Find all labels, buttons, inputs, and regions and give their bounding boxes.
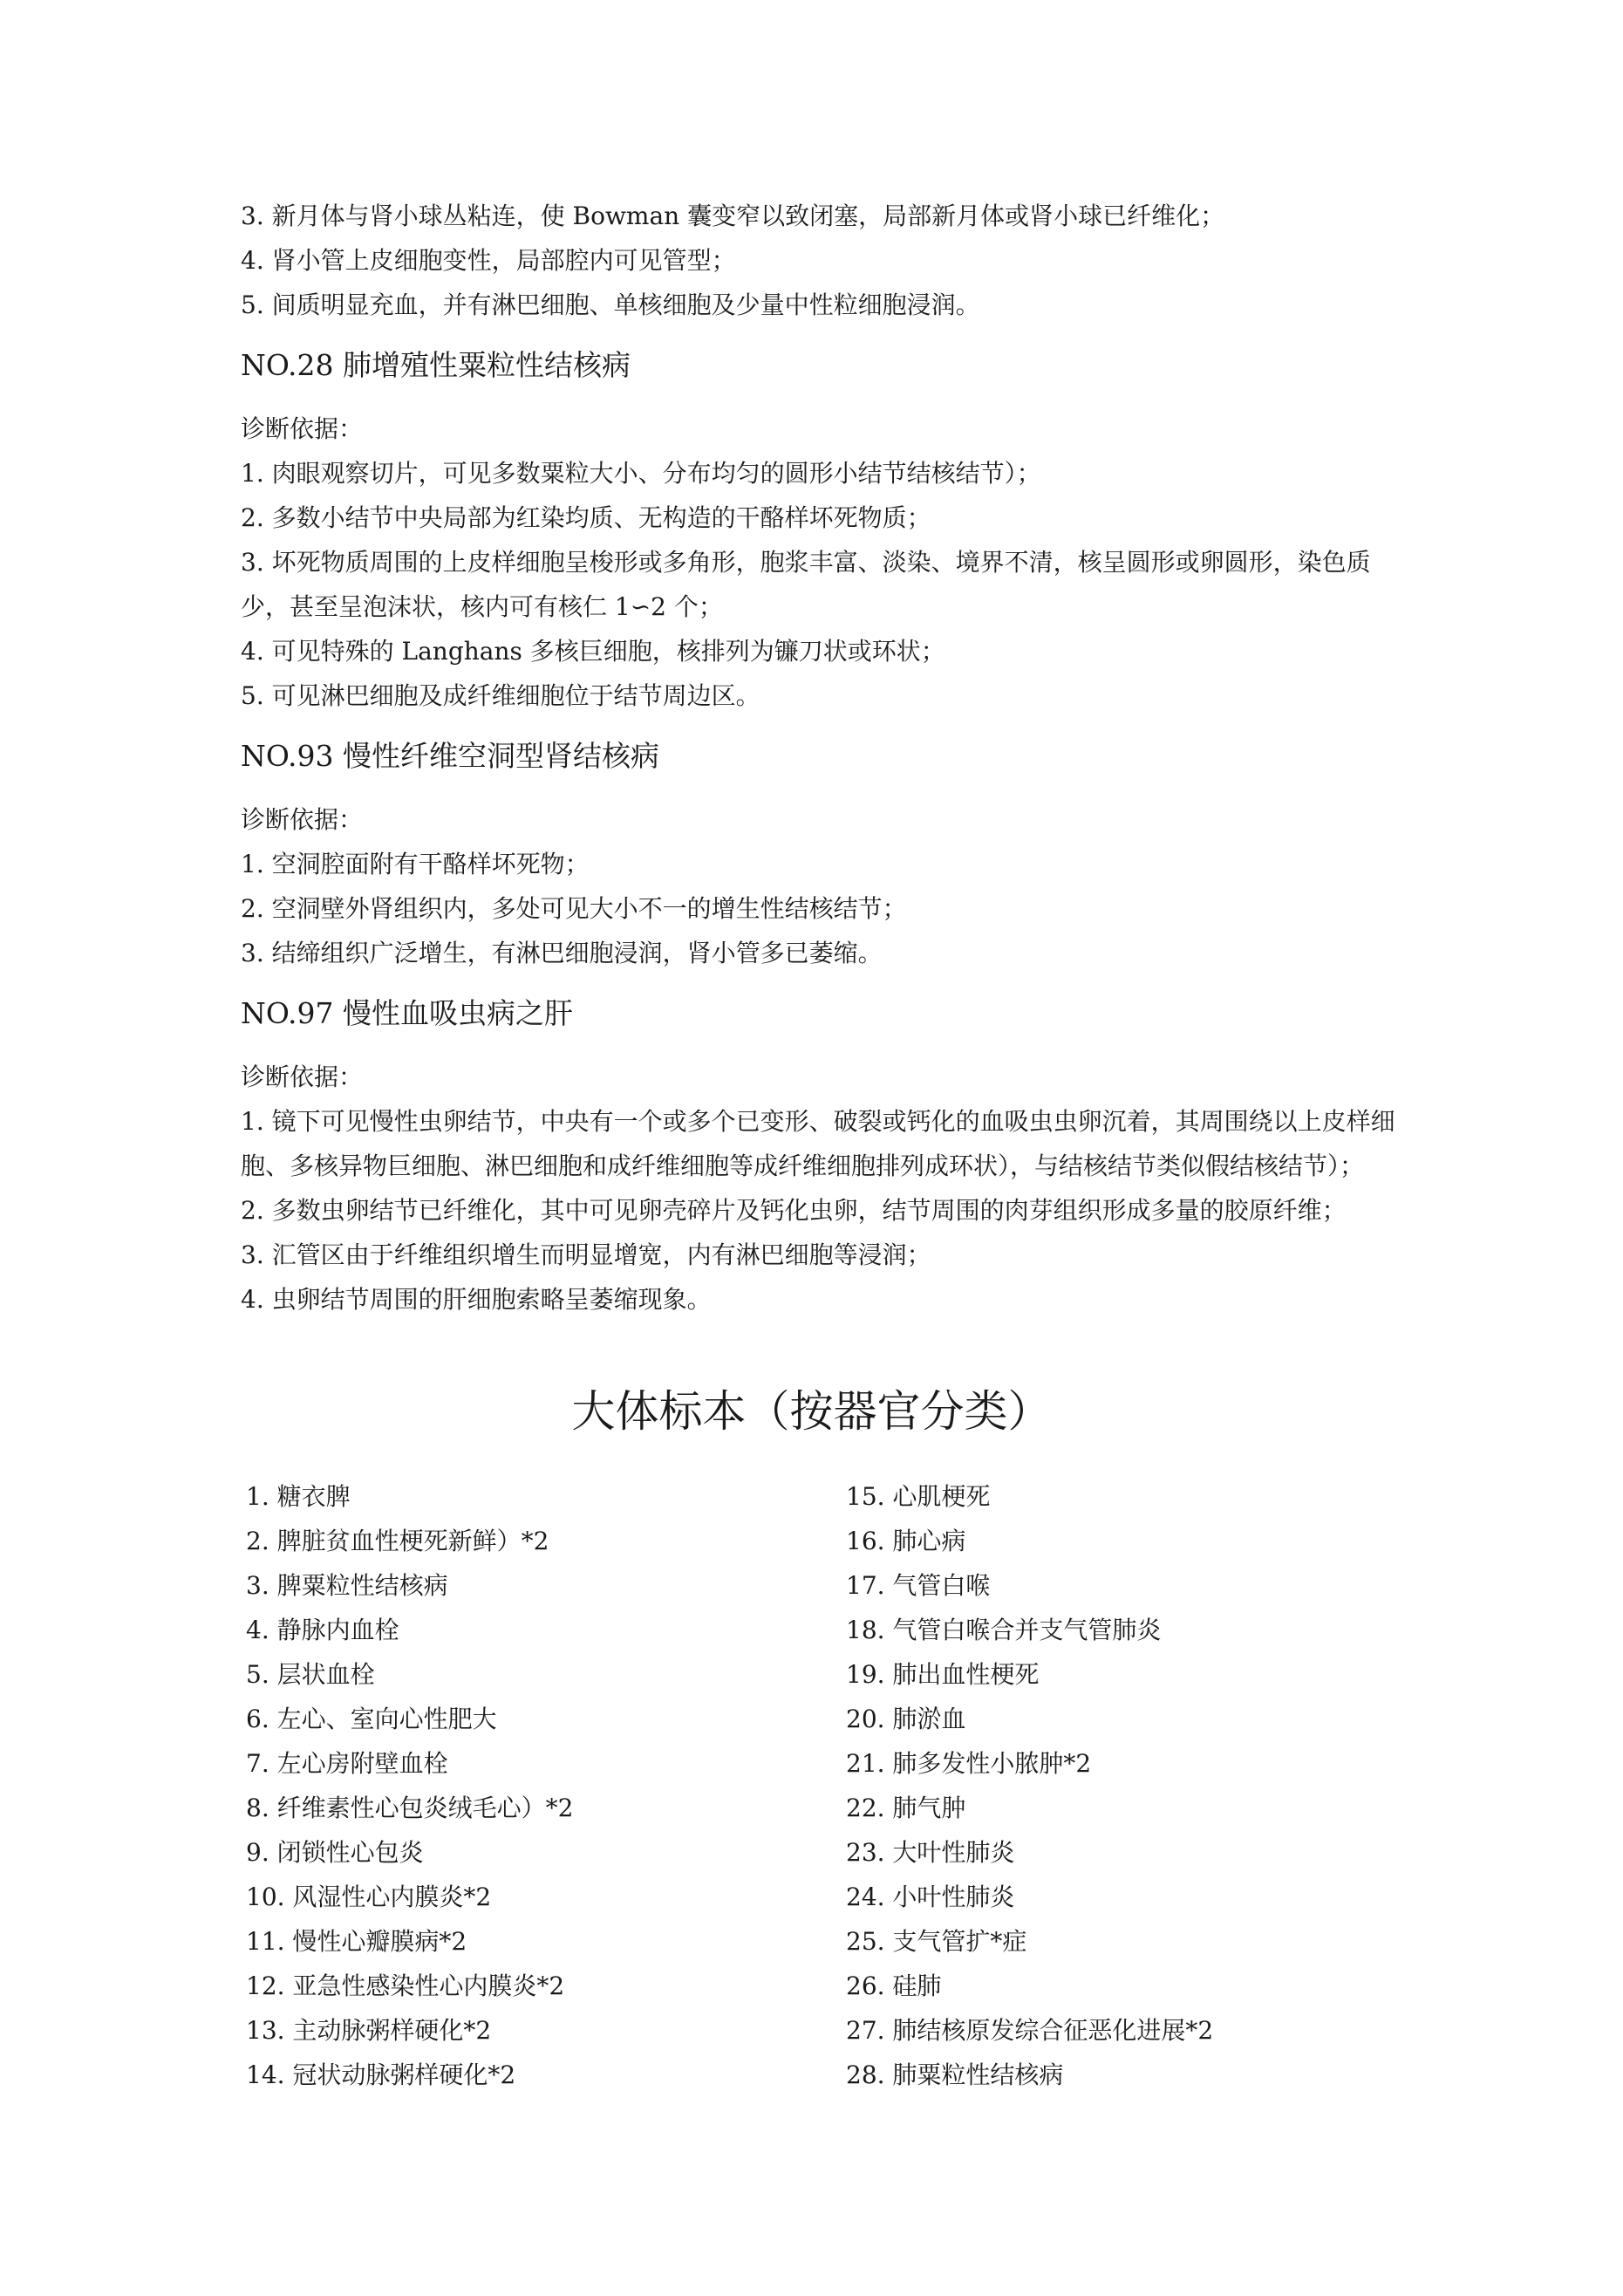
specimen-item: 2. 脾脏贫血性梗死新鲜）*2 [246,1527,549,1555]
specimen-item: 25. 支气管扩*症 [846,1927,1027,1956]
specimen-item: 19. 肺出血性梗死 [846,1660,1040,1689]
specimen-item: 16. 肺心病 [846,1527,966,1555]
list-item: 3. 结缔组织广泛增生，有淋巴细胞浸润，肾小管多已萎缩。 [241,939,883,967]
diagnosis-label: 诊断依据： [241,414,364,443]
list-item: 3. 汇管区由于纤维组织增生而明显增宽，内有淋巴细胞等浸润； [241,1240,931,1269]
specimen-item: 22. 肺气肿 [846,1794,966,1822]
specimen-item: 23. 大叶性肺炎 [846,1838,1015,1867]
specimen-item: 11. 慢性心瓣膜病*2 [246,1927,467,1956]
list-item: 1. 镜下可见慢性虫卵结节，中央有一个或多个已变形、破裂或钙化的血吸虫虫卵沉着，其周围绕以上皮样细胞、多核异物巨细胞、淋巴细胞和成纤维细胞等成纤维细胞排列成环状），与结核结节类似假结核结节）； [241,1107,1395,1180]
list-item: 5. 间质明显充血，并有淋巴细胞、单核细胞及少量中性粒细胞浸润。 [241,290,980,319]
specimen-item: 15. 心肌梗死 [846,1482,991,1511]
text-body [241,194,1409,1322]
specimen-item: 20. 肺淤血 [846,1705,966,1733]
specimen-item: 4. 静脉内血栓 [246,1616,399,1644]
specimen-item: 9. 闭锁性心包炎 [246,1838,424,1867]
diagnosis-label: 诊断依据： [241,805,364,834]
specimen-item: 7. 左心房附壁血栓 [246,1749,448,1778]
list-item: 4. 虫卵结节周围的肝细胞索略呈萎缩现象。 [241,1285,712,1314]
list-item: 2. 多数小结节中央局部为红染均质、无构造的干酪样坏死物质； [241,503,931,532]
main-title: 大体标本（按器官分类） [571,1386,1052,1437]
list-item: 3. 新月体与肾小球丛粘连，使 Bowman 囊变窄以致闭塞，局部新月体或肾小球已纤维化； [241,202,1225,230]
list-item: 3. 坏死物质周围的上皮样细胞呈梭形或多角形，胞浆丰富、淡染、境界不清，核呈圆形或卵圆形，染色质少，甚至呈泡沫状，核内可有核仁 1∽2 个； [241,548,1371,621]
specimen-item: 6. 左心、室向心性肥大 [246,1705,497,1733]
specimen-item: 18. 气管白喉合并支气管肺炎 [846,1616,1162,1644]
specimen-item: 10. 风湿性心内膜炎*2 [246,1883,492,1911]
diagnosis-label: 诊断依据： [241,1063,364,1091]
specimen-item: 5. 层状血栓 [246,1660,375,1689]
specimen-item: 3. 脾粟粒性结核病 [246,1571,448,1600]
specimen-list-left [246,1474,612,2097]
list-item: 1. 肉眼观察切片，可见多数粟粒大小、分布均匀的圆形小结节结核结节）； [241,459,1041,488]
specimen-item: 12. 亚急性感染性心内膜炎*2 [246,1971,565,2000]
section-no97 [241,991,1409,1322]
list-item: 4. 可见特殊的 Langhans 多核巨细胞，核排列为镰刀状或环状； [241,637,945,666]
specimen-item: 27. 肺结核原发综合征恶化进展*2 [846,2016,1214,2045]
section-title: NO.93 慢性纤维空洞型肾结核病 [241,739,659,773]
specimen-item: 14. 冠状动脉粥样硬化*2 [246,2060,516,2089]
specimen-item: 28. 肺粟粒性结核病 [846,2060,1064,2089]
list-item: 1. 空洞腔面附有干酪样坏死物； [241,850,590,878]
specimen-item: 13. 主动脉粥样硬化*2 [246,2016,492,2045]
specimen-item: 21. 肺多发性小脓肿*2 [846,1749,1092,1778]
specimen-item: 26. 硅肺 [846,1971,942,2000]
list-item: 4. 肾小管上皮细胞变性，局部腔内可见管型； [241,246,736,275]
specimen-item: 8. 纤维素性心包炎绒毛心）*2 [246,1794,574,1822]
list-item: 2. 空洞壁外肾组织内，多处可见大小不一的增生性结核结节； [241,894,907,923]
specimen-list-right [846,1474,1369,2097]
specimen-item: 17. 气管白喉 [846,1571,991,1600]
section-title: NO.97 慢性血吸虫病之肝 [241,996,573,1030]
list-item: 2. 多数虫卵结节已纤维化，其中可见卵壳碎片及钙化虫卵，结节周围的肉芽组织形成多量的胶原纤维； [241,1196,1347,1225]
section-no93 [241,734,1409,975]
section-no28 [241,343,1409,718]
specimen-item: 1. 糖衣脾 [246,1482,351,1511]
specimen-item: 24. 小叶性肺炎 [846,1883,1015,1911]
section-title: NO.28 肺增殖性粟粒性结核病 [241,348,631,382]
list-item: 5. 可见淋巴细胞及成纤维细胞位于结节周边区。 [241,681,760,710]
